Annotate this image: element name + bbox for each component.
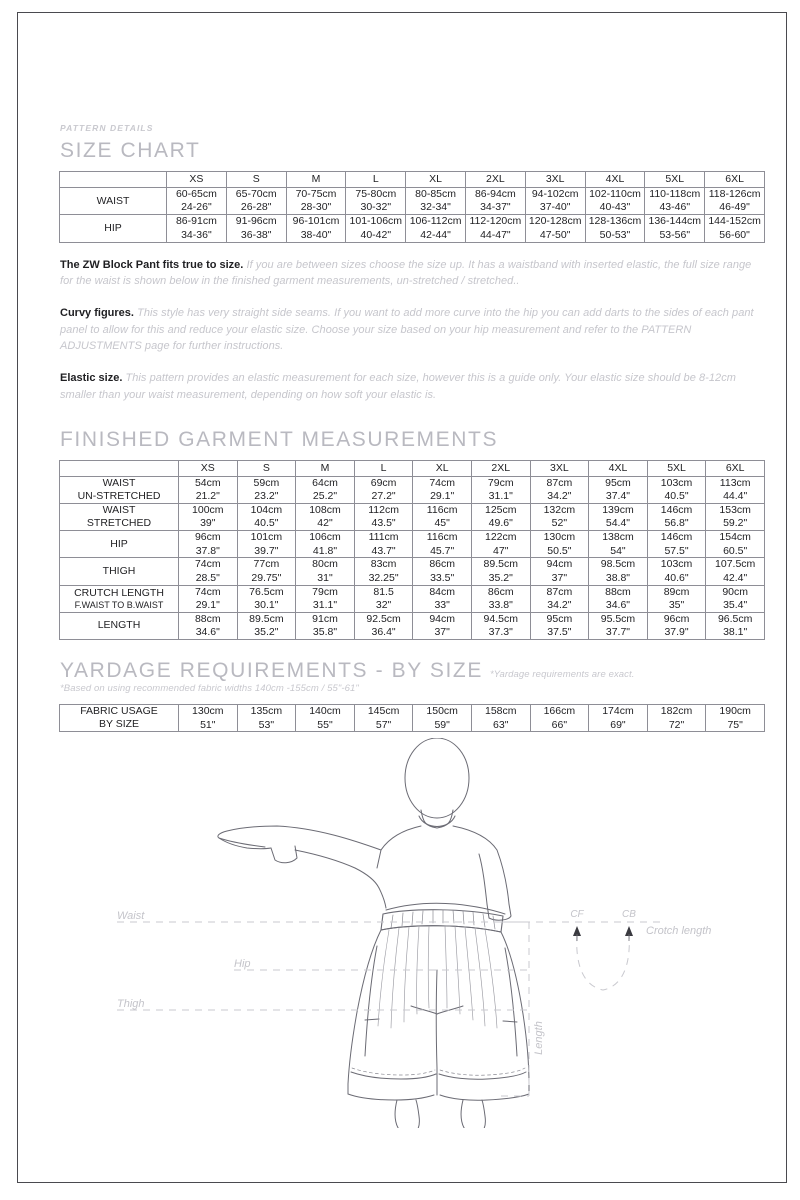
- row-label: THIGH: [60, 558, 179, 585]
- cell: 94cm 37": [530, 558, 589, 585]
- cell: 103cm 40.6": [647, 558, 706, 585]
- cell: 74cm 29.1": [179, 585, 238, 612]
- note-curvy: [60, 305, 765, 355]
- cell: 136-144cm 53-56": [645, 215, 705, 242]
- size-header-xs: XS: [167, 172, 227, 188]
- cell: 101-106cm 40-42": [346, 215, 406, 242]
- size-header-l: L: [346, 172, 406, 188]
- cell: 65-70cm 26-28": [226, 188, 286, 215]
- cell: 77cm 29.75": [237, 558, 296, 585]
- label-waist: Waist: [117, 910, 145, 923]
- cell: 89.5cm 35.2": [237, 612, 296, 639]
- cell: 88cm 34.6": [589, 585, 648, 612]
- row-label: HIP: [60, 531, 179, 558]
- panel-seam-left: [365, 946, 377, 1056]
- cell: 103cm 40.5": [647, 476, 706, 503]
- cell: 94.5cm 37.3": [471, 612, 530, 639]
- top-right-shoulder: [453, 826, 509, 904]
- cell: 104cm 40.5": [237, 503, 296, 530]
- pant-right-hem: [440, 1094, 529, 1100]
- cell: 166cm 66": [530, 705, 589, 732]
- label-length: Length: [533, 1021, 545, 1056]
- label-cb: CB: [622, 909, 636, 921]
- yardage-subnote: *Based on using recommended fabric widths 140cm -155cm / 55"-61": [60, 683, 359, 695]
- pant-left-outseam: [348, 930, 381, 1094]
- cell: 96-101cm 38-40": [286, 215, 346, 242]
- cell: 88cm 34.6": [179, 612, 238, 639]
- panel-seam-right: [505, 948, 517, 1056]
- cell: 79cm 31.1": [471, 476, 530, 503]
- table-row: [60, 215, 765, 242]
- cell: 107.5cm 42.4": [706, 558, 765, 585]
- size-header-s: S: [226, 172, 286, 188]
- cell: 112cm 43.5": [354, 503, 413, 530]
- cell: 86-94cm 34-37": [465, 188, 525, 215]
- cell: 153cm 59.2": [706, 503, 765, 530]
- cell: 113cm 44.4": [706, 476, 765, 503]
- measurement-lines: [117, 922, 663, 1096]
- cell: 106-112cm 42-44": [406, 215, 466, 242]
- cell: 92.5cm 36.4": [354, 612, 413, 639]
- size-header-5xl: 5XL: [645, 172, 705, 188]
- cell: 70-75cm 28-30": [286, 188, 346, 215]
- cell: 96cm 37.8": [179, 531, 238, 558]
- cell: 75-80cm 30-32": [346, 188, 406, 215]
- crotch-curve: [577, 934, 630, 990]
- cell: 76.5cm 30.1": [237, 585, 296, 612]
- cell: 128-136cm 50-53": [585, 215, 645, 242]
- size-header-2xl: 2XL: [471, 460, 530, 476]
- arm-left-bottom: [295, 850, 379, 888]
- size-header-4xl: 4XL: [585, 172, 645, 188]
- table-header-row: [60, 172, 765, 188]
- cell: 79cm 31.1": [296, 585, 355, 612]
- cell: 86cm 33.5": [413, 558, 472, 585]
- cell: 116cm 45": [413, 503, 472, 530]
- cell: 106cm 41.8": [296, 531, 355, 558]
- cell: 174cm 69": [589, 705, 648, 732]
- cell: 144-152cm 56-60": [705, 215, 765, 242]
- size-header-3xl: 3XL: [525, 172, 585, 188]
- cell: 100cm 39": [179, 503, 238, 530]
- row-label-waist: WAIST: [60, 188, 167, 215]
- size-header-2xl: 2XL: [465, 172, 525, 188]
- table-row: [60, 558, 765, 585]
- label-hip: Hip: [234, 958, 251, 971]
- hem-topstitch: [352, 1068, 525, 1075]
- cell: 108cm 42": [296, 503, 355, 530]
- eyebrow-label: PATTERN DETAILS: [60, 123, 154, 133]
- size-header-l: L: [354, 460, 413, 476]
- row-label: WAIST UN-STRETCHED: [60, 476, 179, 503]
- arm-left-top: [218, 826, 381, 850]
- cell: 94-102cm 37-40": [525, 188, 585, 215]
- cell: 138cm 54": [589, 531, 648, 558]
- cell: 91-96cm 36-38": [226, 215, 286, 242]
- crotch-arrows: [573, 926, 633, 936]
- cell: 122cm 47": [471, 531, 530, 558]
- cell: 95.5cm 37.7": [589, 612, 648, 639]
- cell: 74cm 29.1": [413, 476, 472, 503]
- label-thigh: Thigh: [117, 998, 145, 1011]
- table-row: [60, 612, 765, 639]
- cell: 190cm 75": [706, 705, 765, 732]
- row-label-hip: HIP: [60, 215, 167, 242]
- figure-foot-right: [461, 1100, 485, 1128]
- size-header-s: S: [237, 460, 296, 476]
- cell: 83cm 32.25": [354, 558, 413, 585]
- cell: 112-120cm 44-47": [465, 215, 525, 242]
- cell: 118-126cm 46-49": [705, 188, 765, 215]
- note-body: This pattern provides an elastic measurement for each size, however this is a guide only. Your elastic size should be 8-12cm smaller than your waist measurement, depending on how soft your elastic is.: [60, 372, 736, 401]
- size-header-m: M: [286, 172, 346, 188]
- finished-garment-table: [59, 460, 765, 640]
- cell: 154cm 60.5": [706, 531, 765, 558]
- row-label: LENGTH: [60, 612, 179, 639]
- size-header-xs: XS: [179, 460, 238, 476]
- cell: 84cm 33": [413, 585, 472, 612]
- table-row: [60, 585, 765, 612]
- cell: 86-91cm 34-36": [167, 215, 227, 242]
- note-body: This style has very straight side seams. If you want to add more curve into the hip you can add darts to the sides of each pant panel to allow for this and reduce your elastic size. Choose your size based on your hip measurement and refer to the PATTERN ADJUSTMENTS page for further instructions.: [60, 306, 754, 353]
- cell: 158cm 63": [471, 705, 530, 732]
- cell: 60-65cm 24-26": [167, 188, 227, 215]
- cell: 80-85cm 32-34": [406, 188, 466, 215]
- cell: 94cm 37": [413, 612, 472, 639]
- cell: 87cm 34.2": [530, 476, 589, 503]
- figure-foot-left: [395, 1100, 419, 1128]
- cell: 80cm 31": [296, 558, 355, 585]
- yardage-table: [59, 704, 765, 732]
- cell: 150cm 59": [413, 705, 472, 732]
- cell: 135cm 53": [237, 705, 296, 732]
- cell: 74cm 28.5": [179, 558, 238, 585]
- label-cf: CF: [570, 909, 584, 921]
- pant-left-hem: [348, 1094, 434, 1100]
- row-label: WAIST STRETCHED: [60, 503, 179, 530]
- row-label-fabric-usage: FABRIC USAGE BY SIZE: [60, 705, 179, 732]
- cell: 120-128cm 47-50": [525, 215, 585, 242]
- cell: 110-118cm 43-46": [645, 188, 705, 215]
- cell: 96.5cm 38.1": [706, 612, 765, 639]
- cell: 116cm 45.7": [413, 531, 472, 558]
- pant-center-seam: [436, 970, 437, 1095]
- table-header-row: [60, 460, 765, 476]
- size-header-6xl: 6XL: [706, 460, 765, 476]
- table-row: [60, 188, 765, 215]
- row-label: CRUTCH LENGTH F.WAIST TO B.WAIST: [60, 585, 179, 612]
- note-body: If you are between sizes choose the size up. It has a waistband with inserted elastic, the full size range for the waist is shown below in the finished garment measurements, un-stretched / stretched..: [60, 258, 752, 288]
- finished-garment-title: FINISHED GARMENT MEASUREMENTS: [60, 427, 499, 451]
- size-header-5xl: 5XL: [647, 460, 706, 476]
- cell: 91cm 35.8": [296, 612, 355, 639]
- sleeve-right-inner: [479, 854, 487, 904]
- table-row: [60, 531, 765, 558]
- technical-illustration: [59, 738, 765, 1128]
- cell: 87cm 34.2": [530, 585, 589, 612]
- note-lead: Curvy figures.: [60, 306, 134, 319]
- figure-head: [405, 738, 469, 818]
- yardage-note: *Yardage requirements are exact.: [489, 669, 635, 681]
- cell: 130cm 50.5": [530, 531, 589, 558]
- cell: 102-110cm 40-43": [585, 188, 645, 215]
- cell: 89cm 35": [647, 585, 706, 612]
- cell: 145cm 57": [354, 705, 413, 732]
- label-crotch-length: Crotch length: [646, 925, 712, 938]
- note-elastic: [60, 370, 765, 403]
- pant-right-outseam: [501, 932, 529, 1094]
- cell: 125cm 49.6": [471, 503, 530, 530]
- cell: 182cm 72": [647, 705, 706, 732]
- cell: 146cm 56.8": [647, 503, 706, 530]
- sleeve-left-cuff: [271, 846, 297, 863]
- yardage-title: YARDAGE REQUIREMENTS - BY SIZE: [60, 659, 483, 683]
- cell: 132cm 52": [530, 503, 589, 530]
- cell: 95cm 37.4": [589, 476, 648, 503]
- size-chart-table: [59, 171, 765, 242]
- cell: 64cm 25.2": [296, 476, 355, 503]
- page-frame: [17, 12, 787, 1183]
- note-lead: The ZW Block Pant fits true to size.: [60, 258, 244, 271]
- size-header-3xl: 3XL: [530, 460, 589, 476]
- cell: 111cm 43.7": [354, 531, 413, 558]
- figure-neck: [421, 810, 453, 828]
- size-header-xl: XL: [413, 460, 472, 476]
- cell: 69cm 27.2": [354, 476, 413, 503]
- size-chart-corner: [60, 172, 167, 188]
- size-header-4xl: 4XL: [589, 460, 648, 476]
- cell: 59cm 23.2": [237, 476, 296, 503]
- note-fit: [60, 257, 765, 290]
- cell: 146cm 57.5": [647, 531, 706, 558]
- cell: 96cm 37.9": [647, 612, 706, 639]
- top-left-shoulder: [377, 826, 421, 868]
- cell: 130cm 51": [179, 705, 238, 732]
- top-left-side: [379, 888, 386, 908]
- cell: 139cm 54.4": [589, 503, 648, 530]
- note-lead: Elastic size.: [60, 372, 123, 385]
- fgm-corner: [60, 460, 179, 476]
- cell: 98.5cm 38.8": [589, 558, 648, 585]
- table-row: [60, 476, 765, 503]
- cell: 89.5cm 35.2": [471, 558, 530, 585]
- yardage-title-row: [60, 660, 765, 682]
- size-chart-title: SIZE CHART: [60, 139, 201, 162]
- pant-drape-lines: [378, 926, 497, 1028]
- size-header-6xl: 6XL: [705, 172, 765, 188]
- table-row: [60, 503, 765, 530]
- size-header-m: M: [296, 460, 355, 476]
- cell: 95cm 37.5": [530, 612, 589, 639]
- page-content: [59, 123, 765, 1128]
- cell: 101cm 39.7": [237, 531, 296, 558]
- cell: 86cm 33.8": [471, 585, 530, 612]
- cell: 54cm 21.2": [179, 476, 238, 503]
- cell: 90cm 35.4": [706, 585, 765, 612]
- table-row: [60, 705, 765, 732]
- cell: 140cm 55": [296, 705, 355, 732]
- size-header-xl: XL: [406, 172, 466, 188]
- cell: 81.5 32": [354, 585, 413, 612]
